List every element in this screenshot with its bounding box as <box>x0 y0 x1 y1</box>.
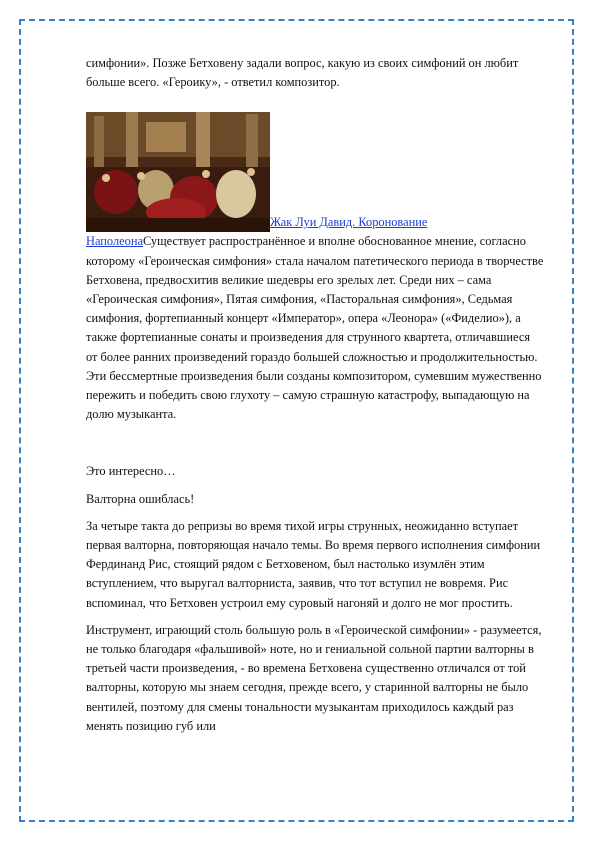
coronation-painting <box>86 112 270 232</box>
main-paragraph <box>86 232 544 424</box>
painting-caption-link-cont[interactable]: Наполеона <box>86 234 143 249</box>
painting-caption-link[interactable]: Жак Луи Давид. Коронование <box>270 215 428 230</box>
intro-paragraph: симфонии». Позже Бетховену задали вопрос, какую из своих симфоний он любит больше всего. «Героику», - ответил композитор. <box>86 56 519 90</box>
horn-instrument-paragraph: Инструмент, играющий столь большую роль в «Героической симфонии» - разумеется, не только благодаря «фальшивой» ноте, но и гениальной сольной партии валторны в третьей части произведения, - во времена Бетховена существенно отличался от той валторны, которую мы знаем сегодня, прежде всего, у старинной валторны не было вентилей, поэтому для смены тональности музыкантам приходилось каждый раз менять позицию губ или <box>86 622 542 733</box>
document-body <box>86 54 544 736</box>
painting-image[interactable] <box>86 112 270 232</box>
painting-line <box>86 104 544 232</box>
horn-story-paragraph: За четыре такта до репризы во время тихой игры струнных, неожиданно вступает первая валторна, повторяющая начало темы. Во время первого исполнения симфонии Фердинанд Рис, стоящий рядом с Бетховеном, был настолько изумлён этим вступлением, что выругал валторниста, заявив, что тот вступил не вовремя. Рис вспоминал, что Бетховен устроил ему суровый нагоняй и долго не мог простить. <box>86 518 541 610</box>
interesting-heading: Это интересно… <box>86 464 176 479</box>
main-paragraph-text: Существует распространённое и вполне обоснованное мнение, согласно которому «Героическая симфония» стала началом патетического периода в творчестве Бетховена, предвосхитив великие шедевры его зрелых лет. Среди них – сама «Героическая симфония», Пятая симфония, «Пасторальная симфония», Седьмая симфония, фортепианный концерт «Император», опера «Леонора» («Фиделио»), а также фортепианные сонаты и произведения для струнного квартета, отличавшиеся от более ранних произведений гораздо большей сложностью и продолжительностью. Эти бессмертные произведения были созданы композитором, сумевшим мужественно пережить и победить свою глухоту – самую страшную катастрофу, выпадающую на долю музыканта. <box>86 234 544 422</box>
horn-heading: Валторна ошиблась! <box>86 491 195 506</box>
